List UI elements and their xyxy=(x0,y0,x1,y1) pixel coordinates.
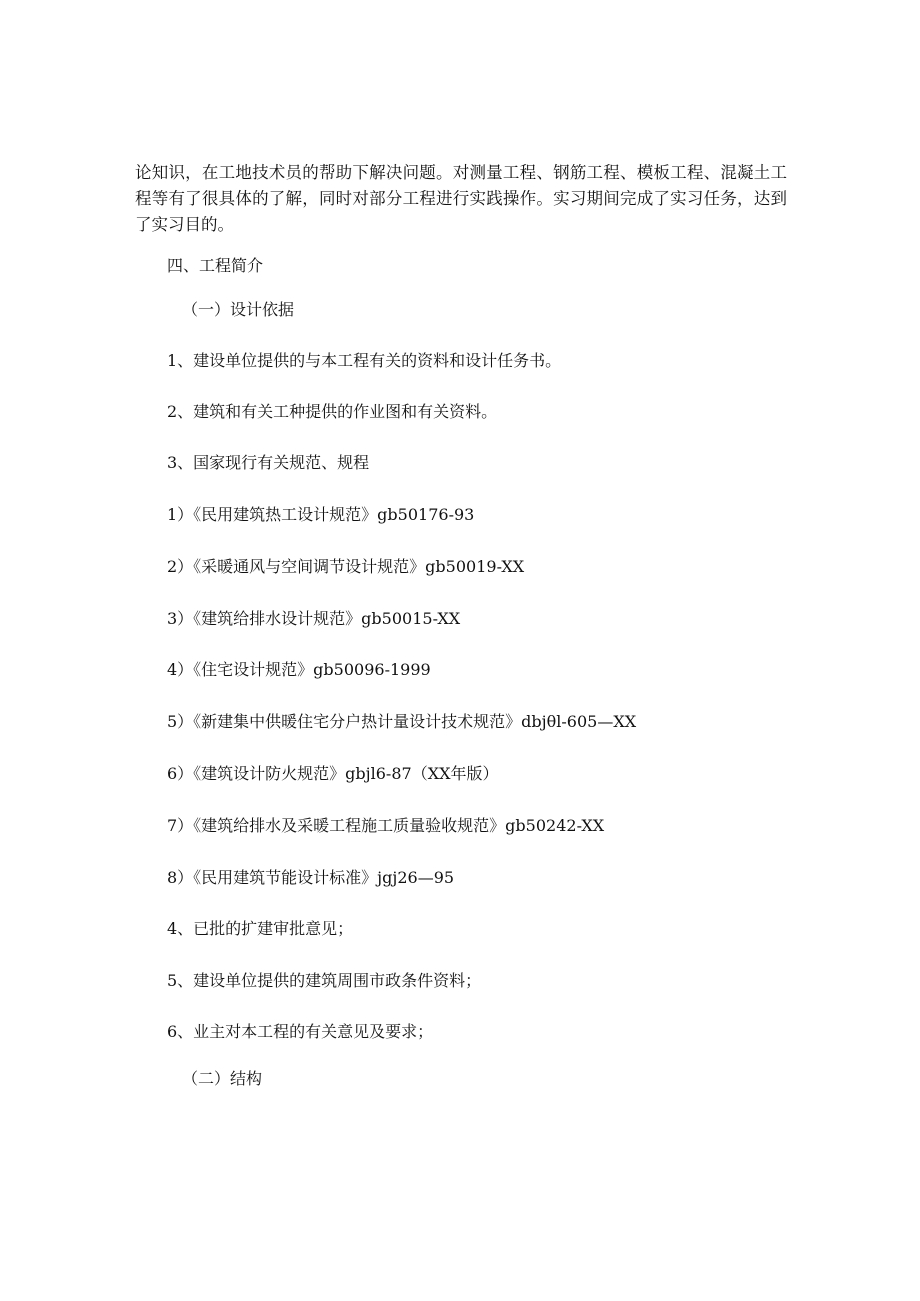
list-item: 6）《建筑设计防火规范》gbjl6-87（XX年版） xyxy=(167,764,499,783)
list-item: 7）《建筑给排水及采暖工程施工质量验收规范》gb50242-XX xyxy=(167,816,605,835)
section-heading: 四、工程简介 xyxy=(167,256,264,275)
list-item: 4、已批的扩建审批意见； xyxy=(167,919,354,938)
list-item: 4）《住宅设计规范》gb50096-1999 xyxy=(167,660,431,679)
list-item: 5、建设单位提供的建筑周围市政条件资料； xyxy=(167,971,482,990)
list-item: 6、业主对本工程的有关意见及要求； xyxy=(167,1022,434,1041)
list-item: 2）《采暖通风与空间调节设计规范》gb50019-XX xyxy=(167,557,525,576)
list-item: 3）《建筑给排水设计规范》gb50015-XX xyxy=(167,609,461,628)
subsection-heading-design-basis: （一）设计依据 xyxy=(182,300,295,319)
list-item: 3、国家现行有关规范、规程 xyxy=(167,453,370,472)
subsection-heading-structure: （二）结构 xyxy=(182,1069,263,1088)
intro-paragraph: 论知识，在工地技术员的帮助下解决问题。对测量工程、钢筋工程、模板工程、混凝土工程等有了很具体的了解，同时对部分工程进行实践操作。实习期间完成了实习任务，达到了实习目的。 xyxy=(135,163,787,234)
list-item: 1）《民用建筑热工设计规范》gb50176-93 xyxy=(167,505,475,524)
list-item: 5）《新建集中供暖住宅分户热计量设计技术规范》dbjθl-605—XX xyxy=(167,712,637,731)
list-item: 2、建筑和有关工种提供的作业图和有关资料。 xyxy=(167,402,498,421)
list-item: 1、建设单位提供的与本工程有关的资料和设计任务书。 xyxy=(167,351,562,370)
list-item: 8）《民用建筑节能设计标准》jgj26—95 xyxy=(167,868,455,887)
